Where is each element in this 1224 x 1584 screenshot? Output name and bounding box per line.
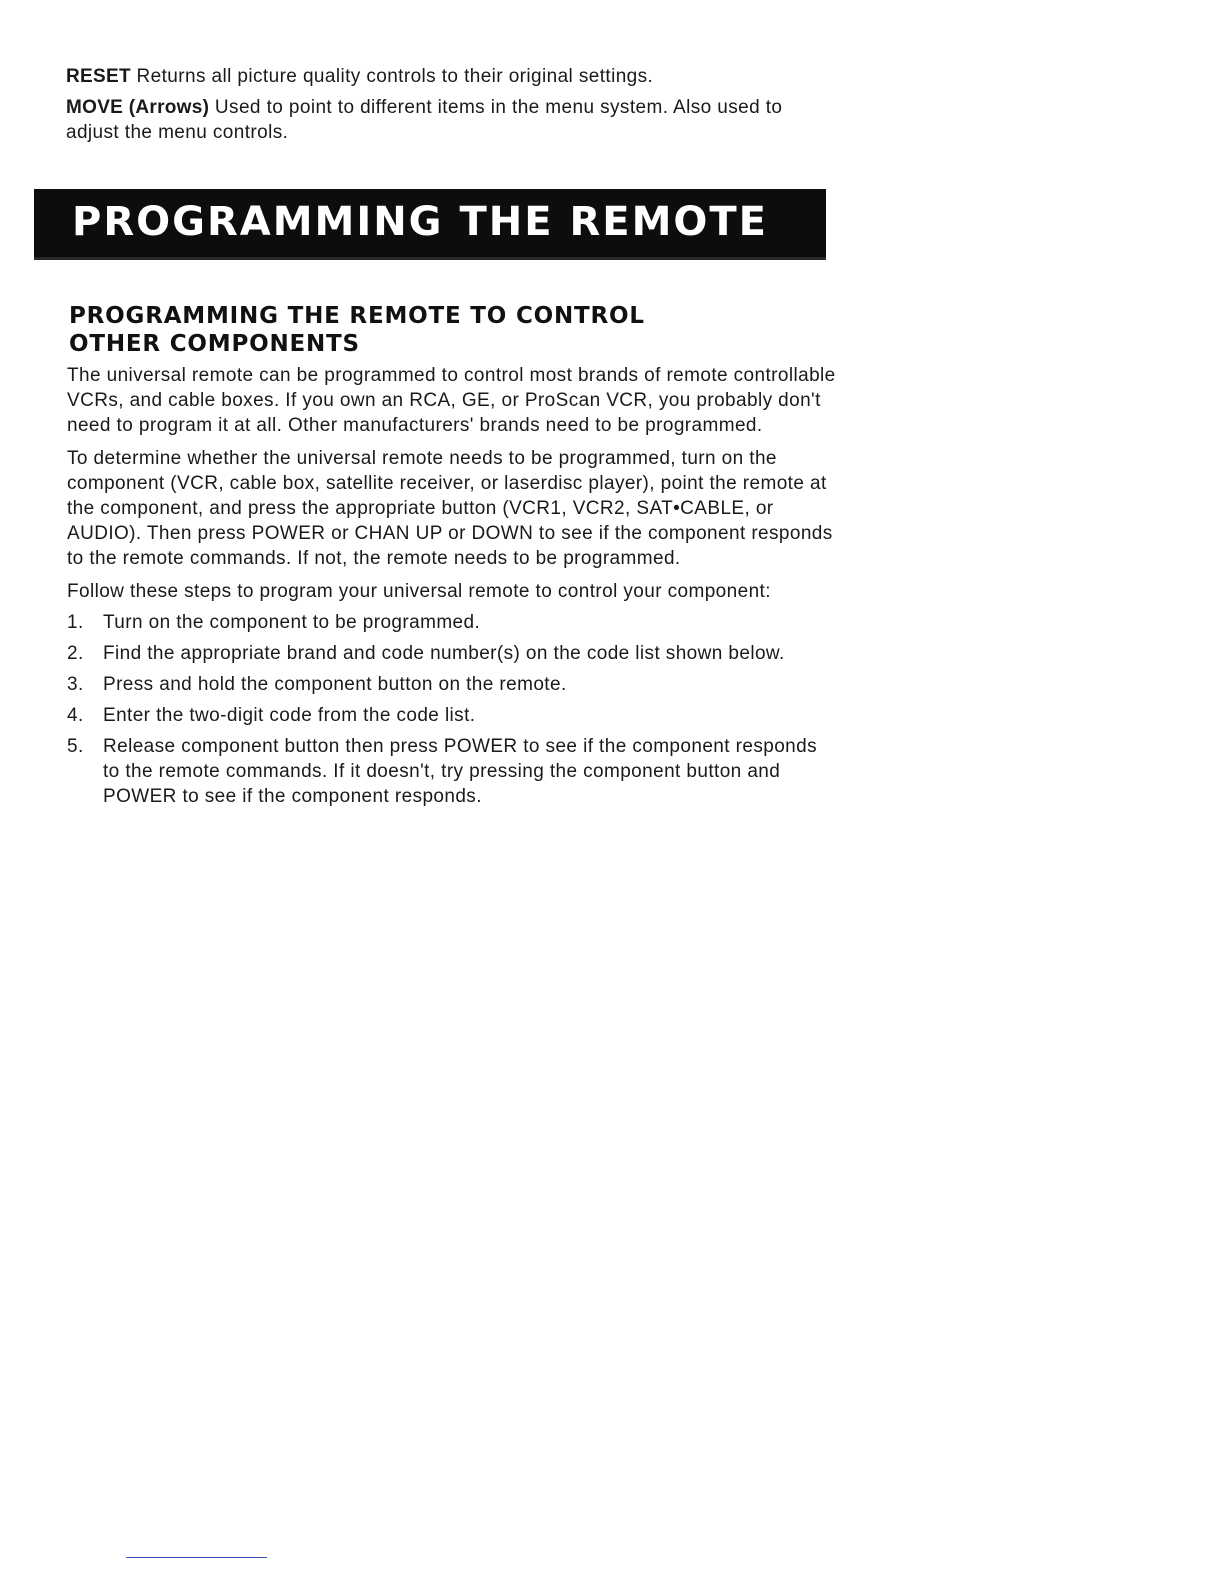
section-body <box>67 363 837 815</box>
section-heading <box>69 302 829 358</box>
step-item <box>67 610 837 635</box>
step-text: Press and hold the component button on the remote. <box>103 674 567 695</box>
paragraph: To determine whether the universal remote needs to be programmed, turn on the component (VCR, cable box, satellite receiver, or laserdisc player), point the remote at the component, and press the appropriate button (VCR1, VCR2, SAT•CABLE, or AUDIO). Then press POWER or CHAN UP or DOWN to see if the component responds to the remote commands. If not, the remote needs to be programmed. <box>67 448 833 569</box>
footer-rule <box>126 1557 267 1558</box>
step-item <box>67 703 837 728</box>
step-item <box>67 641 837 666</box>
step-number: 3. <box>67 674 84 695</box>
step-number: 2. <box>67 643 84 664</box>
definition-term: RESET <box>66 66 131 87</box>
definition-reset <box>66 64 826 89</box>
step-number: 4. <box>67 705 84 726</box>
step-text: Enter the two-digit code from the code list. <box>103 705 476 726</box>
paragraph: Follow these steps to program your universal remote to control your component: <box>67 581 771 602</box>
step-item <box>67 672 837 697</box>
definition-term: MOVE (Arrows) <box>66 97 210 118</box>
steps-list <box>67 610 837 809</box>
step-item <box>67 734 837 809</box>
step-number: 5. <box>67 736 84 757</box>
step-text: Release component button then press POWER to see if the component responds to the remote commands. If it doesn't, try pressing the component button and POWER to see if the component responds. <box>103 736 817 807</box>
step-text: Turn on the component to be programmed. <box>103 612 481 633</box>
section-banner <box>34 189 826 260</box>
section-heading-line1: PROGRAMMING THE REMOTE TO CONTROL <box>69 303 645 329</box>
section-heading-line2: OTHER COMPONENTS <box>69 331 360 357</box>
definition-list <box>66 64 826 151</box>
step-number: 1. <box>67 612 84 633</box>
definition-text: Used to point to different items in the menu system. Also used to adjust the menu controls. <box>66 97 783 143</box>
definition-text: Returns all picture quality controls to their original settings. <box>130 66 654 87</box>
banner-title: PROGRAMMING THE REMOTE <box>72 199 768 245</box>
definition-move <box>66 95 826 145</box>
step-text: Find the appropriate brand and code number(s) on the code list shown below. <box>103 643 785 664</box>
paragraph: The universal remote can be programmed to control most brands of remote controllable VCRs, and cable boxes. If you own an RCA, GE, or ProScan VCR, you probably don't need to program it at all. Other manufacturers' brands need to be programmed. <box>67 365 836 436</box>
